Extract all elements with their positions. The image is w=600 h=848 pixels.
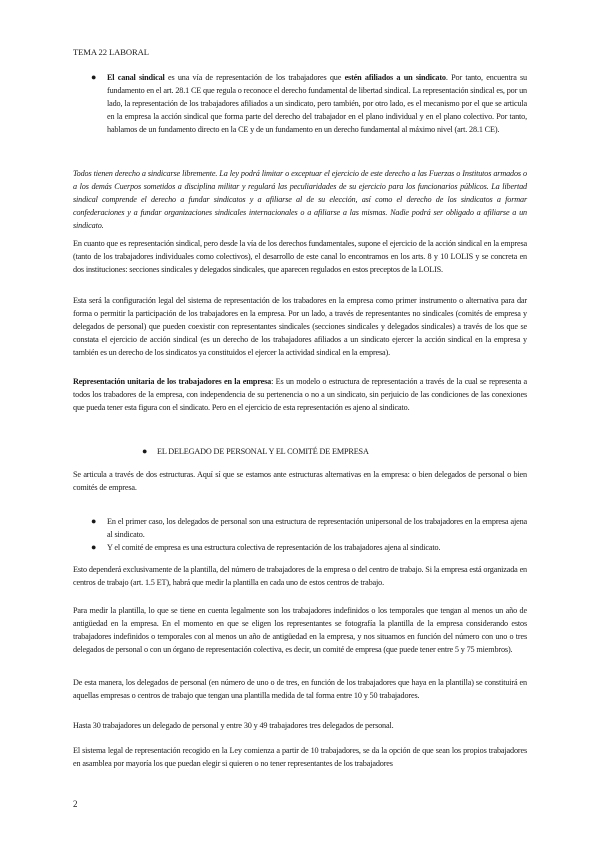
bullet-icon: ● [91,72,97,82]
intro-bullet-paragraph [107,71,527,136]
paragraph-plantilla: Esto dependerá exclusivamente de la plantilla, del número de trabajadores de la empresa o del centro de trabajo. Si la empresa está organizada en centros de trabajo (art. 1.5 ET), habrá que medir la plantilla en cada uno de estos centros de trabajo. [73,565,527,587]
list-item: En el primer caso, los delegados de personal son una estructura de representación unipersonal de los trabajadores en la empresa ajena al sindicato. [107,517,527,539]
paragraph-estructuras: Se articula a través de dos estructuras. Aquí sí que se estamos ante estructuras alternativas en la empresa: o bien delegados de personal o bien comités de empresa. [73,470,527,492]
canal-sindical-term: El canal sindical [107,73,165,82]
afiliados-term: estén afiliados a un sindicato [344,73,446,82]
representacion-unitaria-term: Representación unitaria de los trabajadores en la empresa [73,377,272,386]
constitution-quote: Todos tienen derecho a sindicarse libremente. La ley podrá limitar o exceptuar el ejercicio de este derecho a las Fuerzas o Institutos armados o a los demás Cuerpos sometidos a disciplina militar y regulará las peculiaridades de su ejercicio para los funcionarios públicos. La libertad sindical comprende el derecho a fundar sindicatos y a afiliarse al de su elección, así como el derecho de los sindicatos a formar confederaciones y a fundar organizaciones sindicales internacionales o a afiliarse a las mismas. Nadie podrá ser obligado a afiliarse a un sindicato. [73,169,527,230]
section-heading: EL DELEGADO DE PERSONAL Y EL COMITÉ DE EMPRESA [157,447,369,456]
intro-text-1: es una vía de representación de los trabajadores que [164,73,345,82]
paragraph-configuracion: Esta será la configuración legal del sistema de representación de los trabadores en la empresa como primer instrumento o alternativa para dar forma o permitir la participación de los trabajadores en la empresa. Por un lado, a través de representantes no sindicales (comités de empresa y delegados de personal) que pueden coexistir con representantes sindicales (secciones sindicales y delegados sindicales) a través de los que se constata el ejercicio de acción sindical (es un derecho de los trabajadores afiliados a un sindicato ejercer la acción sindical en la empresa y también es un derecho de los sindicatos ya constituidos el ejercer la actividad sindical en la empresa). [73,296,527,357]
list-bullet-icon: ● [91,516,97,526]
paragraph-sistema-legal: El sistema legal de representación recogido en la Ley comienza a partir de 10 trabajadores, se da la opción de que sean los propios trabajadores en asamblea por mayoría los que puedan elegir si quieren o no tener representantes de los trabajadores [73,746,527,768]
list-item: Y el comité de empresa es una estructura colectiva de representación de los trabajadores ajena al sindicato. [107,543,441,552]
representacion-unitaria-text: : Es un modelo o estructura de representación a través de la cual se representa a todos los trabadores de la empresa, con independencia de su pertenencia o no a un sindicato, sin perjuicio de las condiciones de las conexiones que pueda tener esta figura con el sindicato. Pero en el ejercicio de esta representación es ajeno al sindicato. [73,377,527,412]
paragraph-lolis: En cuanto que es representación sindical, pero desde la vía de los derechos fundamentales, supone el ejercicio de la acción sindical en la empresa (tanto de los trabajadores individuales como colectivos), el desarrollo de este canal lo encontramos en los arts. 8 y 10 LOLIS y se concreta en dos instituciones: secciones sindicales y delegados sindicales, que aparecen regulados en estos preceptos de la LOLIS. [73,239,527,274]
heading-bullet-icon: ● [142,446,148,456]
paragraph-delegados: De esta manera, los delegados de personal (en número de uno o de tres, en función de los trabajadores que haya en la plantilla) se constituirá en aquellas empresas o centros de trabajo que tengan una plantilla medida de tal forma entre 10 y 50 trabajadores. [73,678,527,700]
list-bullet-icon: ● [91,542,97,552]
paragraph-hasta-30: Hasta 30 trabajadores un delegado de personal y entre 30 y 49 trabajadores tres delegados de personal. [73,721,394,730]
page-number: 2 [73,799,78,809]
intro-text-2: . Por tanto, encuentra su fundamento en el art. 28.1 CE que regula o reconoce el derecho fundamental de libertad sindical. La representación sindical es, por un lado, la representación de los trabajadores afiliados a un sindicato, pero también, por otro lado, es el mecanismo por el que se articula en la empresa la acción sindical que forma parte del derecho del trabajador en el plano individual y en el plano colectivo. Por tanto, hablamos de un fundamento directo en la CE y de un fundamento en un derecho fundamental al máximo nivel (art. 28.1 CE). [107,73,527,134]
paragraph-medir-plantilla: Para medir la plantilla, lo que se tiene en cuenta legalmente son los trabajadores indefinidos o los temporales que tengan al menos un año de antigüedad en la empresa. En el momento en que se eligen los representantes se fotografía la plantilla de la empresa considerando estos trabajadores indefinidos o temporales con al menos un año de antigüedad en la empresa, y nos situamos en función del número con uno o tres delegados de personal o con un órgano de representación colectiva, es decir, un comité de empresa (que puede tener entre 5 y 75 miembros). [73,606,527,654]
paragraph-representacion-unitaria [73,375,527,414]
page-header-title: TEMA 22 LABORAL [73,47,149,57]
